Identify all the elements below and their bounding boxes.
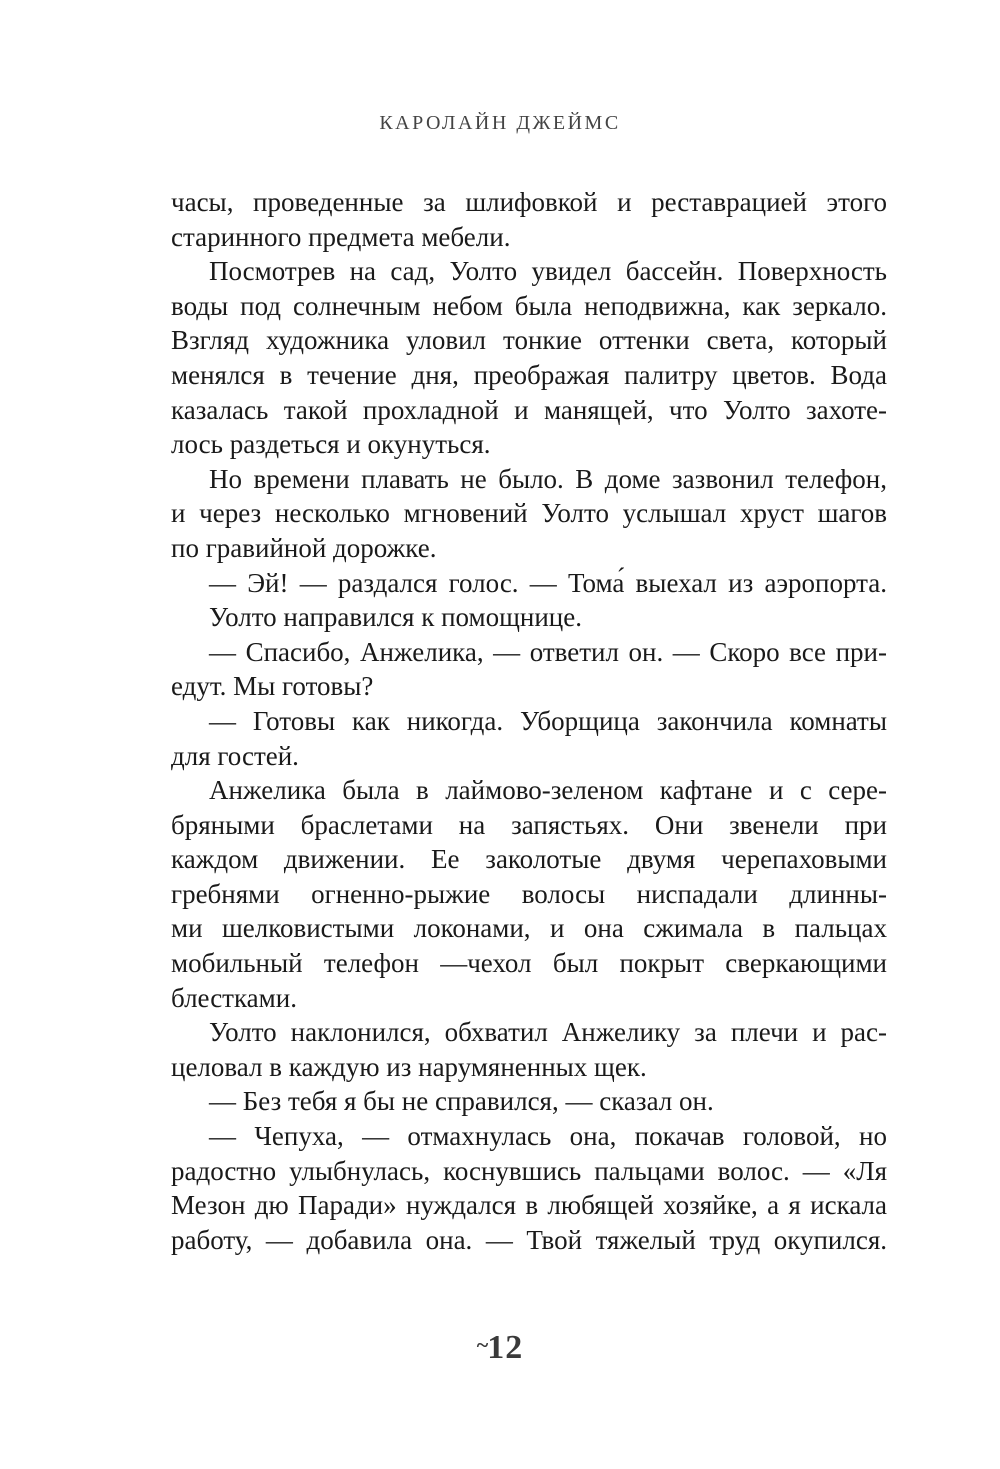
- text-line: по гравийной дорожке.: [171, 532, 437, 563]
- text-line: — Спасибо, Анжелика, — ответил он. — Скоро все при-: [209, 636, 887, 667]
- text-line: — Эй! — раздался голос. — Тома́ выехал из аэропорта.: [209, 567, 887, 598]
- text-line: целовал в каждую из нарумяненных щек.: [171, 1051, 647, 1082]
- page-number: [0, 1329, 1000, 1367]
- text-line: Анжелика была в лаймово-зеленом кафтане и с сере-: [209, 775, 887, 806]
- text-line: воды под солнечным небом была неподвижна, как зеркало.: [171, 290, 887, 321]
- text-line: едут. Мы готовы?: [171, 671, 374, 702]
- text-line: работу, — добавила она. — Твой тяжелый труд окупился.: [171, 1224, 887, 1255]
- text-line: и через несколько мгновений Уолто услышал хруст шагов: [171, 498, 887, 529]
- text-line: Уолто наклонился, обхватил Анжелику за плечи и рас-: [209, 1017, 887, 1048]
- text-line: радостно улыбнулась, коснувшись пальцами волос. — «Ля: [171, 1155, 887, 1186]
- folio-ornament: ~: [476, 1332, 490, 1357]
- text-line: каждом движении. Ее заколотые двумя черепаховыми: [171, 844, 887, 875]
- text-line: старинного предмета мебели.: [171, 221, 511, 252]
- text-line: Взгляд художника уловил тонкие оттенки света, который: [171, 325, 887, 356]
- text-line: — Без тебя я бы не справился, — сказал он.: [209, 1086, 714, 1117]
- text-line: бряными браслетами на запястьях. Они звенели при: [171, 809, 887, 840]
- text-line: — Готовы как никогда. Уборщица закончила комнаты: [209, 705, 887, 736]
- running-head: КАРОЛАЙН ДЖЕЙМС: [379, 112, 621, 134]
- text-line: — Чепуха, — отмахнулась она, покачав головой, но: [209, 1121, 887, 1152]
- text-line: ми шелковистыми локонами, и она сжимала в пальцах: [171, 913, 887, 944]
- text-line: лось раздеться и окунуться.: [171, 429, 491, 460]
- text-line: для гостей.: [171, 740, 299, 771]
- text-line: Посмотрев на сад, Уолто увидел бассейн. Поверхность: [209, 256, 887, 287]
- text-line: казалась такой прохладной и манящей, что Уолто захоте-: [171, 394, 887, 425]
- text-line: часы, проведенные за шлифовкой и реставрацией этого: [171, 187, 887, 217]
- text-line: гребнями огненно-рыжие волосы ниспадали длинны-: [171, 878, 887, 909]
- text-line: мобильный телефон —чехол был покрыт сверкающими: [171, 948, 887, 979]
- body-text: [171, 185, 887, 1257]
- text-line: менялся в течение дня, преображая палитру цветов. Вода: [171, 359, 887, 390]
- text-line: Но времени плавать не было. В доме зазвонил телефон,: [209, 463, 887, 494]
- text-line: блестками.: [171, 982, 297, 1013]
- text-line: Мезон дю Паради» нуждался в любящей хозяйке, а я искала: [171, 1190, 887, 1221]
- page-number-value: 12: [487, 1329, 524, 1366]
- text-line: Уолто направился к помощнице.: [209, 602, 582, 633]
